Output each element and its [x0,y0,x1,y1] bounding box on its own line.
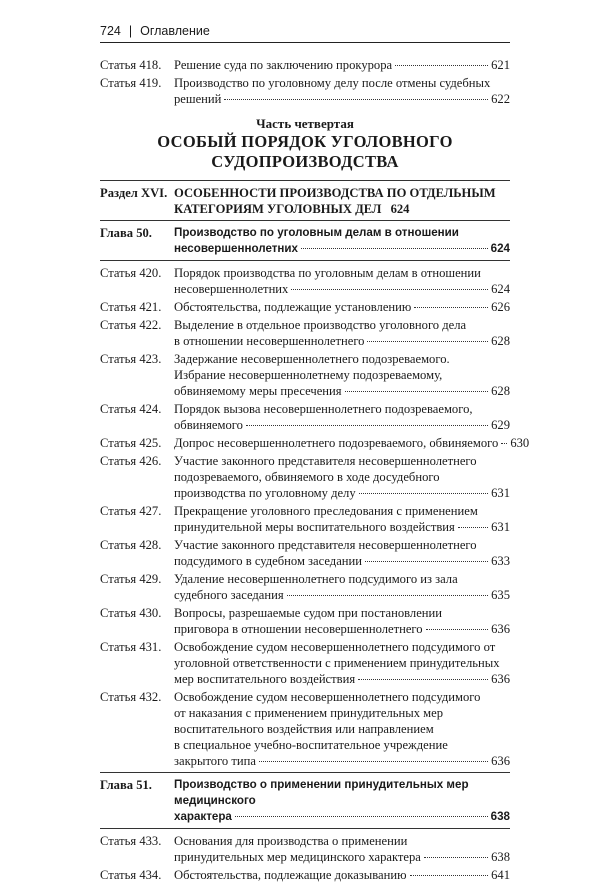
toc-entry[interactable] [100,265,510,297]
toc-entry[interactable] [100,503,510,535]
article-page: 636 [491,622,510,636]
running-header [100,24,510,43]
chapter-51-articles [100,833,510,883]
article-label: Статья 424. [100,402,162,416]
toc-entry[interactable] [100,571,510,603]
section-entry[interactable] [100,185,510,217]
article-label: Статья 431. [100,640,162,654]
toc-entry[interactable] [100,317,510,349]
article-label: Статья 423. [100,352,162,366]
toc-entry[interactable] [100,605,510,637]
article-label: Статья 421. [100,300,162,314]
article-label: Статья 432. [100,690,162,704]
leader-dots [359,493,488,494]
article-page: 636 [491,672,510,686]
article-title-line: в отношении несовершеннолетнего [174,334,365,348]
leader-dots [410,875,489,876]
article-title-line: производства по уголовному делу [174,486,356,500]
article-title-line: Порядок производства по уголовным делам в отношении [174,266,481,280]
leader-dots [426,629,489,630]
article-label: Статья 418. [100,58,162,72]
article-label: Статья 428. [100,538,162,552]
part-title: Часть четвертая [256,116,354,131]
leader-dots [367,341,488,342]
leader-dots [358,679,488,680]
leader-dots [345,391,489,392]
article-title-line: Решение суда по заключению прокурора [174,58,393,72]
chapter-50-title-line-2: несовершеннолетних [174,242,299,255]
article-title-line: обвиняемого [174,418,243,432]
article-title-line: уголовной ответственности с применением принудительных [174,656,500,670]
article-page: 635 [491,588,510,602]
article-title-line: от наказания с применением принудительных мер [174,706,443,720]
toc-entry[interactable] [100,299,510,315]
header-title: Оглавление [140,24,210,38]
chapter-51-title-line-2: характера [174,810,232,823]
article-title-line: Задержание несовершеннолетнего подозреваемого. [174,352,450,366]
page-number: 724 [100,24,121,38]
article-page: 626 [491,300,510,314]
leader-dots [414,307,488,308]
chapter-rule [100,220,510,221]
article-title-line: приговора в отношении несовершеннолетнего [174,622,423,636]
leader-dots [235,816,488,817]
leader-dots [224,99,488,100]
article-label: Статья 433. [100,834,162,848]
article-title-line: Прекращение уголовного преследования с применением [174,504,478,518]
article-label: Статья 430. [100,606,162,620]
article-title-line: обвиняемому меры пресечения [174,384,342,398]
article-title-line: Производство по уголовному делу после отмены судебных [174,76,491,90]
chapter-50-label: Глава 50. [100,226,152,240]
toc-entry[interactable] [100,537,510,569]
leader-dots [291,289,488,290]
article-title-line: Удаление несовершеннолетнего подсудимого из зала [174,572,458,586]
article-page: 624 [491,282,510,296]
article-page: 630 [510,436,530,450]
article-title-line: воспитательного воздействия или направлением [174,722,434,736]
chapter-rule [100,772,510,773]
article-title-line: Основания для производства о применении [174,834,408,848]
article-title-line: Обстоятельства, подлежащие доказыванию [174,868,407,882]
leader-dots [301,248,488,249]
article-page: 636 [491,754,510,768]
leader-dots [365,561,488,562]
article-title-line: решений [174,92,222,106]
article-page: 628 [491,334,510,348]
article-title-line: подсудимого в судебном заседании [174,554,363,568]
article-label: Статья 425. [100,436,162,450]
header-separator: | [128,24,133,38]
article-page: 631 [491,486,510,500]
article-title-line: Участие законного представителя несовершеннолетнего [174,538,477,552]
chapter-50-page: 624 [490,242,510,255]
leader-dots [424,857,488,858]
toc-entry[interactable] [100,639,510,687]
article-page: 621 [491,58,510,72]
article-title-line: в специальное учебно-воспитательное учреждение [174,738,448,752]
article-page: 628 [491,384,510,398]
section-title-line-2: КАТЕГОРИЯМ УГОЛОВНЫХ ДЕЛ [174,202,382,216]
section-page: 624 [390,202,410,216]
chapter-51-entry[interactable] [100,777,510,825]
article-page: 622 [491,92,510,106]
part-subtitle-line-2: СУДОПРОИЗВОДСТВА [211,152,399,171]
article-label: Статья 429. [100,572,162,586]
article-label: Статья 420. [100,266,162,280]
article-title-line: принудительных мер медицинского характера [174,850,421,864]
part-subtitle-line-1: ОСОБЫЙ ПОРЯДОК УГОЛОВНОГО [157,132,453,151]
chapter-50-articles [100,265,530,769]
leader-dots [259,761,488,762]
article-page: 641 [491,868,510,882]
article-title-line: Освобождение судом несовершеннолетнего подсудимого от [174,640,496,654]
chapter-rule [100,828,510,829]
leader-dots [458,527,488,528]
chapter-51-label: Глава 51. [100,778,152,792]
article-title-line: принудительной меры воспитательного воздействия [174,520,455,534]
article-page: 638 [491,850,510,864]
article-title-line: закрытого типа [174,754,256,768]
article-title-line: Избрание несовершеннолетнему подозреваемому, [174,368,443,382]
article-label: Статья 422. [100,318,162,332]
article-title-line: Вопросы, разрешаемые судом при постановлении [174,606,443,620]
part-heading [100,115,510,172]
article-label: Статья 419. [100,76,162,90]
chapter-50-entry[interactable] [100,225,510,257]
toc-entry[interactable] [100,833,510,865]
article-title-line: Порядок вызова несовершеннолетнего подозреваемого, [174,402,473,416]
chapter-rule [100,260,510,261]
article-page: 631 [491,520,510,534]
article-title-line: Обстоятельства, подлежащие установлению [174,300,412,314]
article-title-line: Допрос несовершеннолетнего подозреваемого, обвиняемого [174,436,499,450]
toc-entry[interactable] [100,867,510,883]
toc-entry[interactable] [100,401,510,433]
leader-dots [395,65,488,66]
article-label: Статья 427. [100,504,162,518]
article-title-line: Выделение в отдельное производство уголовного дела [174,318,467,332]
leader-dots [246,425,488,426]
toc-entry[interactable] [100,351,510,399]
toc-entry[interactable] [100,689,510,769]
article-title-line: мер воспитательного воздействия [174,672,356,686]
article-label: Статья 426. [100,454,162,468]
section-rule [100,180,510,181]
leader-dots [501,443,507,444]
chapter-50-title-line-1: Производство по уголовным делам в отношении [174,226,459,239]
article-title-line: подозреваемого, обвиняемого в ходе досудебного [174,470,440,484]
toc-entry[interactable] [100,453,510,501]
toc-entry[interactable] [100,435,530,451]
article-title-line: Участие законного представителя несовершеннолетнего [174,454,477,468]
toc-entry[interactable] [100,57,510,73]
article-title-line: несовершеннолетних [174,282,289,296]
table-of-contents [100,57,530,885]
article-label: Статья 434. [100,868,162,882]
article-page: 633 [491,554,510,568]
leader-dots [287,595,488,596]
section-label: Раздел XVI. [100,186,168,200]
article-page: 629 [491,418,510,432]
chapter-51-title-line-1: Производство о применении принудительных мер медицинского [174,778,469,807]
chapter-51-page: 638 [490,810,510,823]
article-title-line: Освобождение судом несовершеннолетнего подсудимого [174,690,481,704]
section-title-line-1: ОСОБЕННОСТИ ПРОИЗВОДСТВА ПО ОТДЕЛЬНЫМ [174,186,496,200]
top-entries [100,57,510,107]
article-title-line: судебного заседания [174,588,284,602]
toc-entry[interactable] [100,75,510,107]
